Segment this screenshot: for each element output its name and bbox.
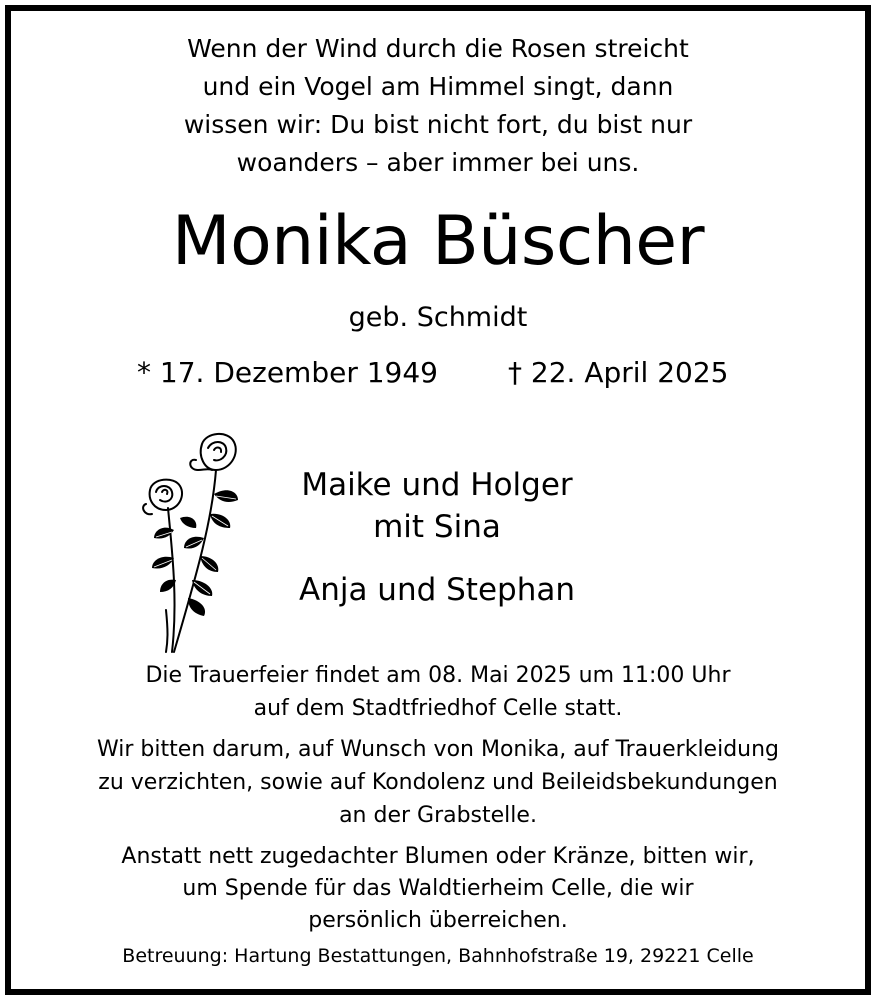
ceremony-line-2: auf dem Stadtfriedhof Celle statt.	[253, 696, 623, 721]
poem-line-3: wissen wir: Du bist nicht fort, du bist nur	[183, 110, 693, 139]
poem-line-2: und ein Vogel am Himmel singt, dann	[202, 72, 674, 101]
ceremony-line-1: Die Trauerfeier findet am 08. Mai 2025 um 11:00 Uhr	[145, 663, 731, 688]
birth-date: * 17. Dezember 1949	[137, 356, 438, 389]
donation-line-3: persönlich überreichen.	[308, 908, 568, 933]
mourner-line-2: mit Sina	[373, 509, 501, 545]
request-line-1: Wir bitten darum, auf Wunsch von Monika, auf Trauerkleidung	[96, 737, 780, 762]
donation-line-1: Anstatt nett zugedachter Blumen oder Kränze, bitten wir,	[121, 844, 755, 869]
mourner-line-3: Anja und Stephan	[298, 572, 576, 608]
funeral-home-footer: Betreuung: Hartung Bestattungen, Bahnhofstraße 19, 29221 Celle	[122, 945, 754, 967]
request-line-2: zu verzichten, sowie auf Kondolenz und Beileidsbekundungen	[98, 770, 778, 795]
donation-line-2: um Spende für das Waldtierheim Celle, die wir	[182, 876, 694, 901]
poem-line-1: Wenn der Wind durch die Rosen streicht	[187, 34, 689, 63]
death-date: † 22. April 2025	[508, 356, 729, 389]
mourner-line-1: Maike und Holger	[301, 467, 573, 503]
deceased-name: Monika Büscher	[171, 202, 705, 281]
maiden-name: geb. Schmidt	[348, 302, 528, 333]
roses-icon	[138, 430, 248, 655]
poem-line-4: woanders – aber immer bei uns.	[236, 148, 640, 177]
request-line-3: an der Grabstelle.	[339, 803, 537, 828]
